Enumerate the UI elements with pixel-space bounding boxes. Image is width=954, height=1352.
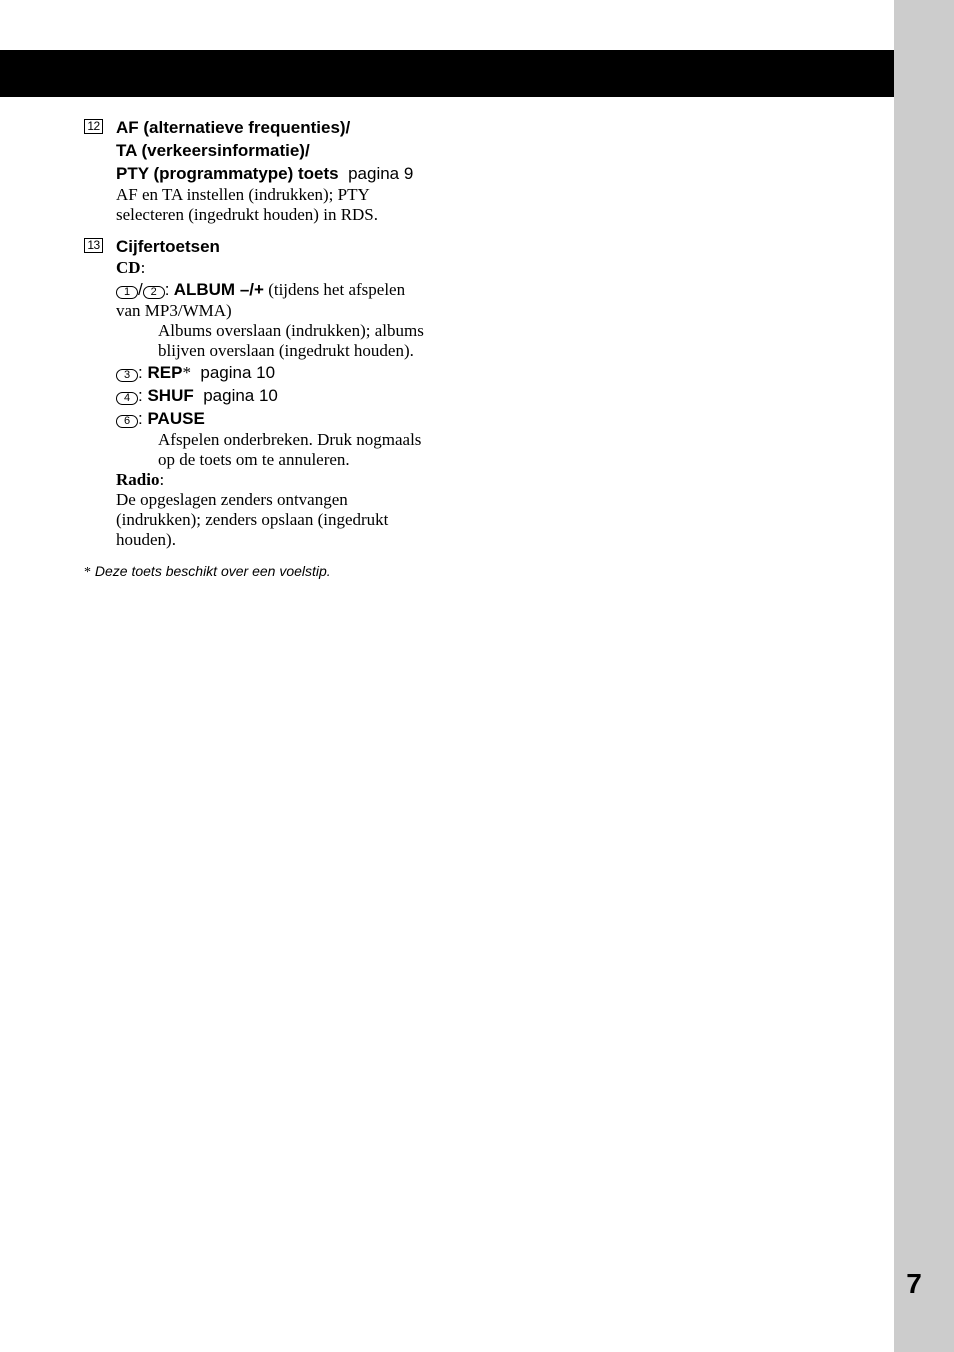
header-bar bbox=[0, 50, 894, 97]
key-3-icon: 3 bbox=[116, 369, 138, 382]
item-number-13: 13 bbox=[84, 238, 103, 253]
item-desc-line2: selecteren (ingedrukt houden) in RDS. bbox=[116, 205, 379, 224]
pause-desc-line2: op de toets om te annuleren. bbox=[158, 450, 350, 469]
album-label: ALBUM –/+ bbox=[173, 280, 264, 299]
pause-label: PAUSE bbox=[147, 409, 205, 428]
item-af-ta-pty bbox=[84, 116, 474, 225]
page-ref: pagina 9 bbox=[348, 164, 414, 183]
rep-colon: : bbox=[138, 363, 143, 382]
content bbox=[84, 116, 474, 582]
radio-desc-line3: houden). bbox=[116, 530, 176, 549]
album-row bbox=[116, 278, 474, 301]
radio-label: Radio bbox=[116, 470, 160, 489]
footnote-text: Deze toets beschikt over een voelstip. bbox=[94, 563, 331, 579]
rep-page-ref: pagina 10 bbox=[200, 363, 276, 382]
item-title: Cijfertoetsen bbox=[116, 237, 220, 256]
cd-colon: : bbox=[140, 258, 146, 277]
shuf-colon: : bbox=[138, 386, 143, 405]
radio-desc-line2: (indrukken); zenders opslaan (ingedrukt bbox=[116, 510, 389, 529]
rep-label: REP bbox=[147, 363, 183, 382]
key-2-icon: 2 bbox=[143, 286, 165, 299]
item-title-line3: PTY (programmatype) toets bbox=[116, 164, 339, 183]
shuf-label: SHUF bbox=[147, 386, 194, 405]
radio-row bbox=[116, 470, 474, 490]
radio-desc-line1: De opgeslagen zenders ontvangen bbox=[116, 490, 348, 509]
footnote bbox=[84, 562, 474, 582]
shuf-row bbox=[116, 384, 474, 407]
item-title-line2: TA (verkeersinformatie)/ bbox=[116, 141, 310, 160]
footnote-marker: * bbox=[84, 565, 91, 580]
slash: / bbox=[138, 280, 143, 299]
key-6-icon: 6 bbox=[116, 415, 138, 428]
item-title-line3-row bbox=[116, 162, 474, 185]
album-note-line2: van MP3/WMA) bbox=[116, 301, 232, 320]
pause-desc-line1: Afspelen onderbreken. Druk nogmaals bbox=[158, 430, 422, 449]
album-colon: : bbox=[164, 280, 170, 299]
key-1-icon: 1 bbox=[116, 286, 138, 299]
cd-row bbox=[116, 258, 474, 278]
cd-label: CD bbox=[116, 258, 141, 277]
item-cijfertoetsen bbox=[84, 235, 474, 550]
side-tab bbox=[894, 0, 954, 1352]
item-desc-line1: AF en TA instellen (indrukken); PTY bbox=[116, 185, 370, 204]
shuf-page-ref: pagina 10 bbox=[203, 386, 278, 405]
page-number: 7 bbox=[906, 1268, 922, 1299]
rep-row bbox=[116, 361, 474, 384]
album-desc-line2: blijven overslaan (ingedrukt houden). bbox=[158, 341, 414, 360]
rep-star: * bbox=[182, 363, 191, 382]
item-title-line1: AF (alternatieve frequenties)/ bbox=[116, 118, 351, 137]
item-number-12: 12 bbox=[84, 119, 103, 134]
album-desc-line1: Albums overslaan (indrukken); albums bbox=[158, 321, 424, 340]
album-note-line1: (tijdens het afspelen bbox=[268, 280, 406, 299]
pause-row bbox=[116, 407, 474, 430]
radio-colon: : bbox=[159, 470, 165, 489]
pause-colon: : bbox=[138, 409, 143, 428]
key-4-icon: 4 bbox=[116, 392, 138, 405]
